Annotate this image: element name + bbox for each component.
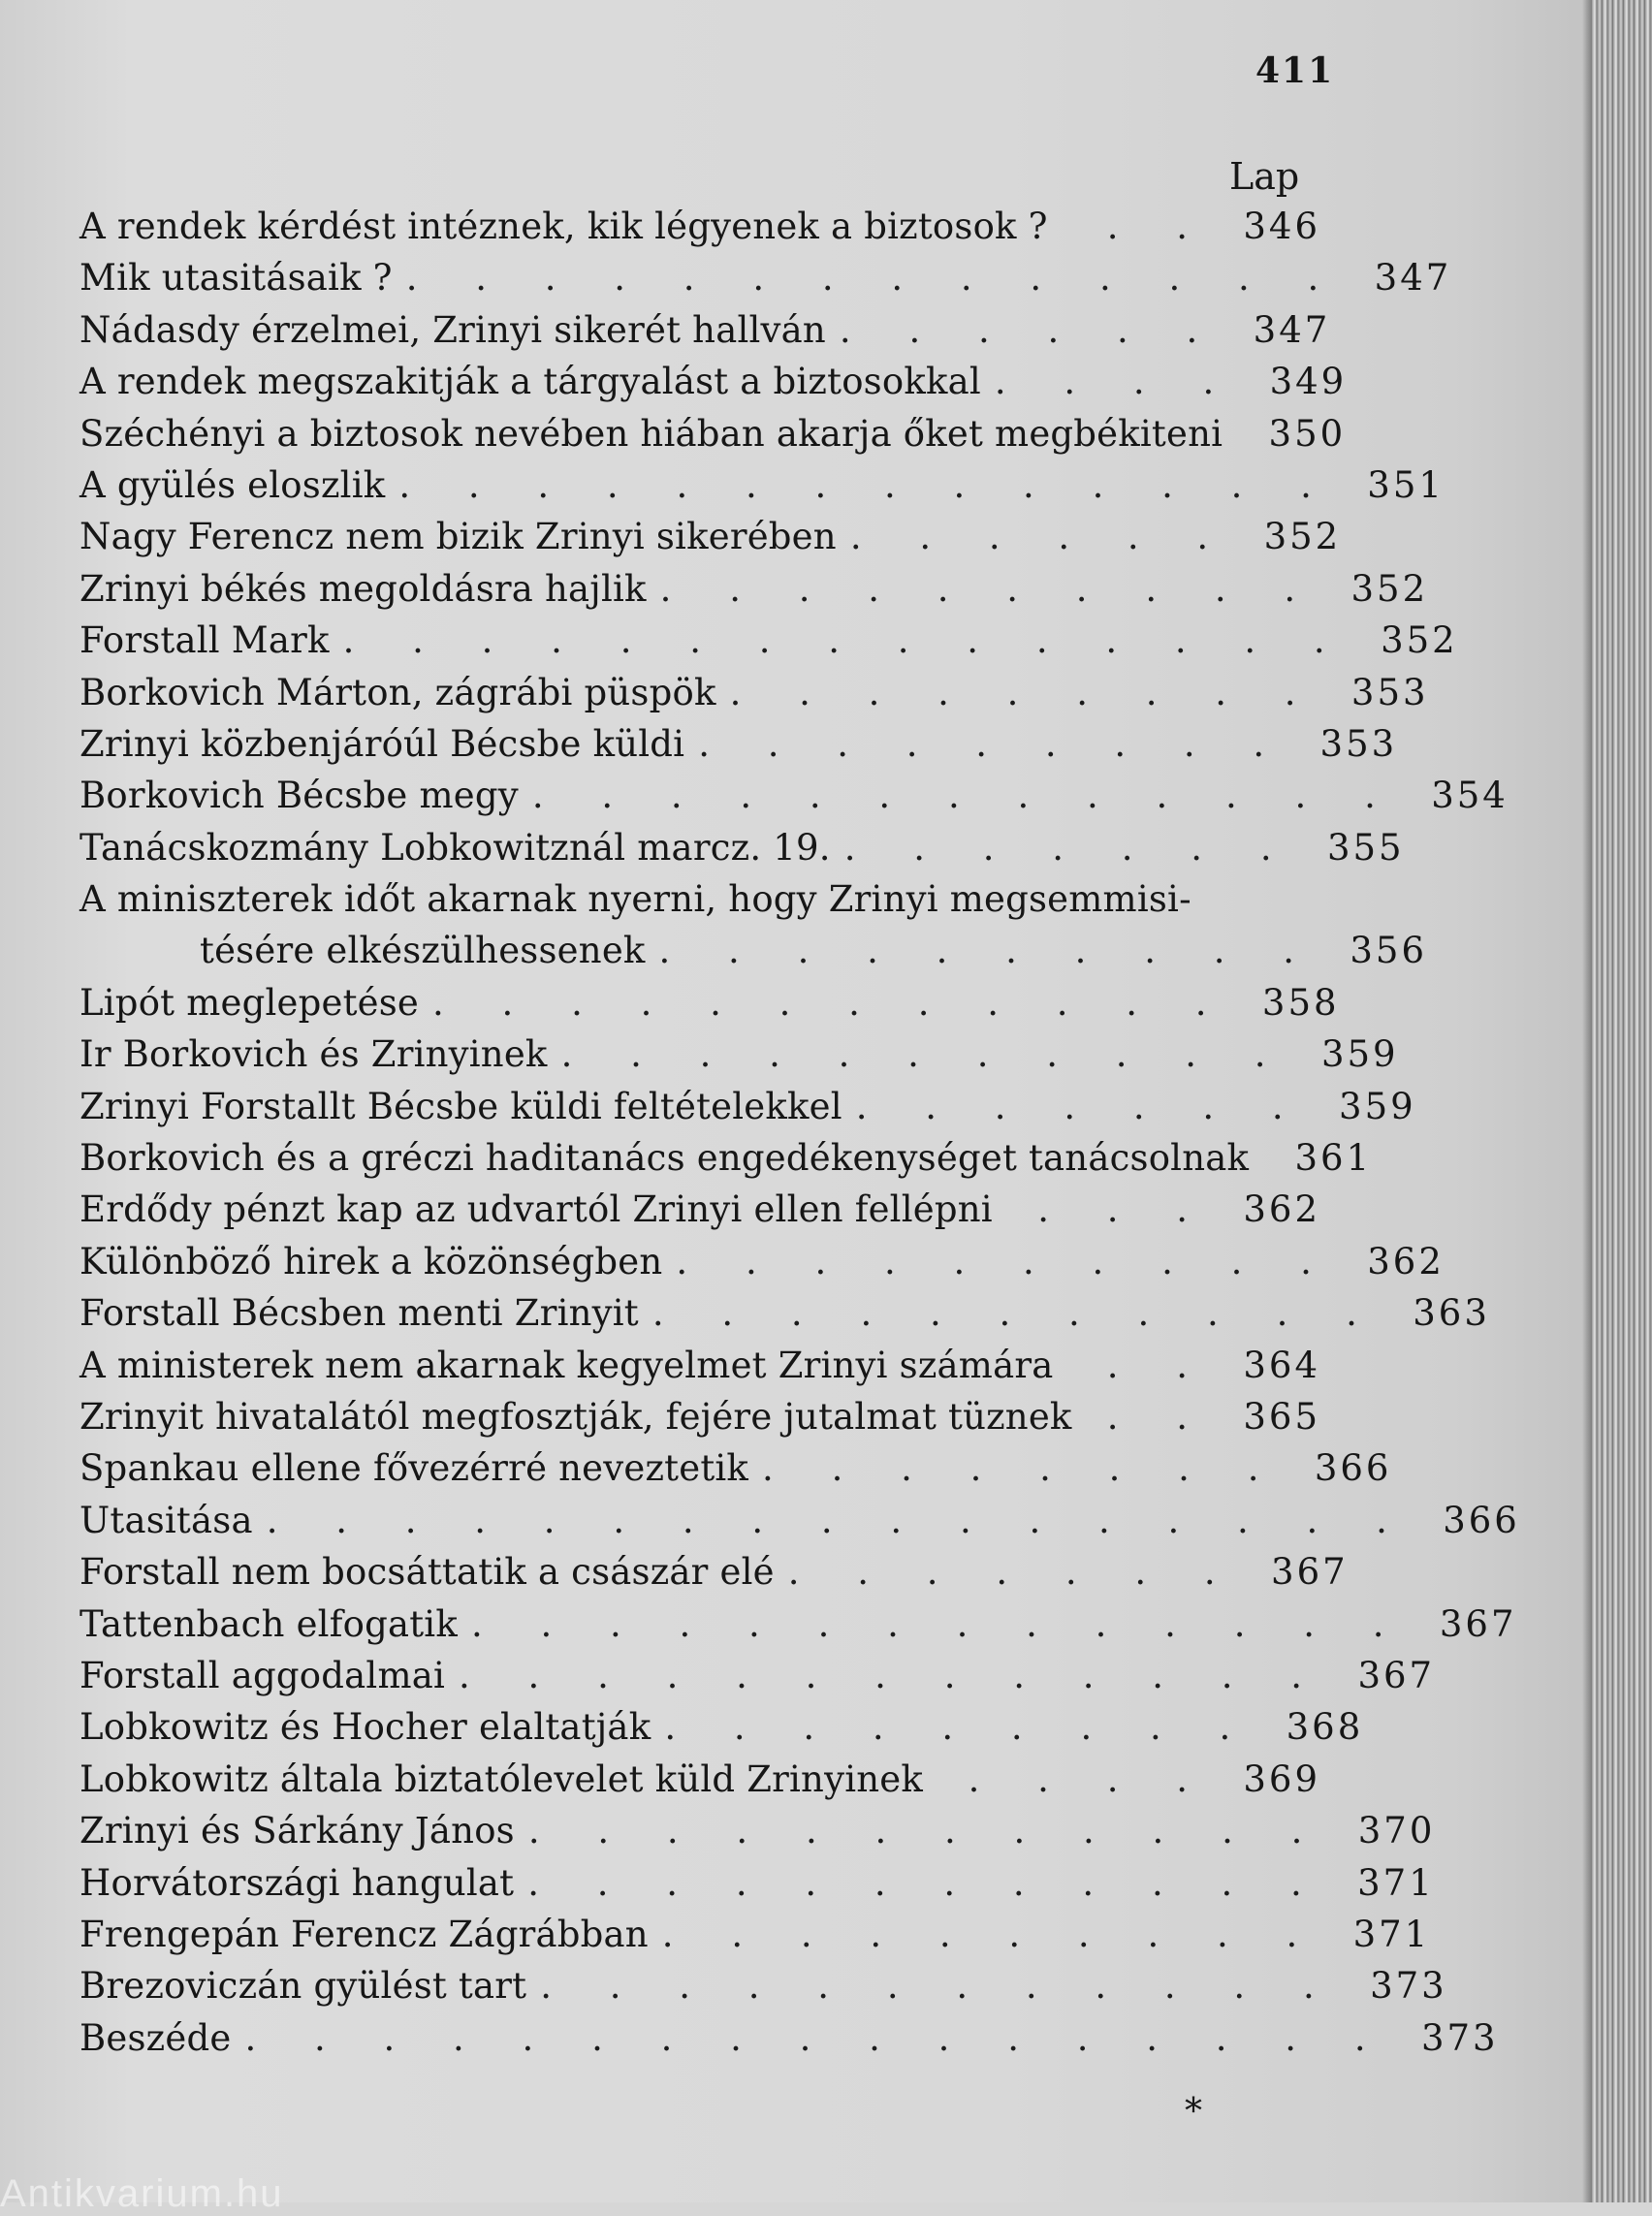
- toc-dot-leader: . . . . . . . . . .: [659, 567, 1319, 610]
- toc-entry: [79, 1029, 1399, 1080]
- toc-entry: [79, 1909, 1431, 1960]
- toc-entry: [79, 1701, 1364, 1753]
- toc-dot-leader: . . . . . .: [839, 308, 1222, 351]
- toc-entry-page: 367: [1439, 1602, 1517, 1645]
- toc-dot-leader: . . . . . . . . . . . . .: [459, 1654, 1326, 1696]
- toc-entry-page: 362: [1367, 1240, 1445, 1282]
- toc-entry: [79, 1287, 1490, 1339]
- toc-dot-leader: . . . . . . . . . . . .: [432, 981, 1230, 1024]
- toc-dot-leader: . . . . . . . . .: [698, 722, 1288, 765]
- toc-entry-title: Forstall Mark: [79, 619, 330, 662]
- toc-entry-page: 354: [1431, 775, 1509, 817]
- watermark-text: Antikvarium.hu: [0, 2172, 284, 2215]
- toc-dot-leader: . . . . . . . . .: [664, 1706, 1255, 1749]
- toc-dot-leader: . .: [1106, 206, 1211, 247]
- toc-entry-page: 355: [1326, 826, 1405, 869]
- toc-entry: [79, 667, 1429, 718]
- toc-dot-leader: . . . . . .: [849, 516, 1232, 558]
- toc-entry-title: Ir Borkovich és Zrinyinek: [79, 1033, 548, 1076]
- toc-entry-page: 361: [1294, 1137, 1373, 1180]
- toc-entry-title: Forstall aggodalmai: [79, 1654, 446, 1696]
- toc-entry: [79, 304, 1331, 356]
- toc-entry: [79, 1184, 1320, 1235]
- toc-entry-title: A ministerek nem akarnak kegyelmet Zrinyi számára: [79, 1344, 1054, 1386]
- toc-entry: [79, 1650, 1436, 1701]
- toc-dot-leader: . . . . . . . . . .: [676, 1240, 1335, 1282]
- toc-entry-page: 352: [1381, 619, 1458, 662]
- toc-entry-title: A miniszterek időt akarnak nyerni, hogy Zrinyi megsemmisi-: [79, 878, 1191, 921]
- toc-entry-title: Frengepán Ferencz Zágrábban: [79, 1913, 649, 1955]
- toc-entry-title: Zrinyi közbenjáróúl Bécsbe küldi: [79, 722, 685, 765]
- toc-dot-leader: . . . . . . . . . .: [658, 930, 1318, 972]
- toc-entry-page: 347: [1253, 308, 1331, 351]
- page-edges-binding: [1592, 0, 1652, 2202]
- toc-entry-title: Beszéde: [79, 2016, 232, 2059]
- toc-entry: [79, 563, 1429, 615]
- toc-entry-page: 347: [1374, 257, 1452, 300]
- toc-entry-page: 365: [1243, 1395, 1320, 1438]
- toc-entry-page: 373: [1420, 2016, 1499, 2059]
- toc-entry-page: 359: [1320, 1033, 1399, 1076]
- toc-dot-leader: . . . . . . .: [855, 1085, 1307, 1127]
- toc-entry-title: Zrinyi békés megoldásra hajlik: [79, 567, 647, 610]
- toc-entry-page: 350: [1268, 412, 1347, 455]
- table-of-contents: [79, 201, 1520, 2064]
- toc-entry: [79, 1805, 1436, 1856]
- toc-entry-page: 364: [1243, 1344, 1320, 1386]
- toc-dot-leader: . . . . . . . . . . .: [560, 1033, 1289, 1076]
- toc-entry-page: 367: [1271, 1551, 1349, 1594]
- toc-dot-leader: . . . . . . . . . . . . . . . . .: [266, 1499, 1411, 1541]
- toc-entry: [79, 1960, 1447, 2011]
- toc-entry-title: Nagy Ferencz nem bizik Zrinyi sikerében: [79, 516, 837, 558]
- toc-entry: [79, 511, 1342, 562]
- toc-entry-page: 351: [1367, 463, 1445, 506]
- toc-entry-page: 368: [1286, 1706, 1364, 1749]
- toc-entry-title: Spankau ellene fővezérré neveztetik: [79, 1447, 749, 1490]
- toc-entry-title: A rendek kérdést intéznek, kik légyenek a biztosok ?: [79, 206, 1048, 247]
- toc-entry-page: 373: [1370, 1965, 1447, 2008]
- toc-entry: [79, 1599, 1517, 1650]
- toc-dot-leader: . . . . . . . . . . . . . . .: [342, 619, 1349, 662]
- toc-dot-leader: . . .: [1037, 1188, 1211, 1231]
- footer-asterisk: *: [1185, 2092, 1202, 2132]
- toc-entry-page: 362: [1243, 1188, 1320, 1231]
- toc-entry: [79, 977, 1340, 1029]
- toc-entry-page: 371: [1352, 1913, 1431, 1955]
- toc-entry-page: 353: [1350, 671, 1429, 713]
- toc-dot-leader: . . . . . . . . . . . .: [527, 1861, 1325, 1904]
- toc-entry-title: Horvátországi hangulat: [79, 1861, 515, 1904]
- toc-entry-title: Utasitása: [79, 1499, 253, 1541]
- toc-entry: [79, 1391, 1320, 1442]
- toc-entry-title: Forstall Bécsben menti Zrinyit: [79, 1292, 639, 1335]
- toc-entry: [79, 1495, 1520, 1546]
- toc-entry: [79, 1236, 1445, 1287]
- toc-dot-leader: . . . . . . .: [843, 826, 1295, 869]
- toc-entry-title: Zrinyi Forstallt Bécsbe küldi feltételekkel: [79, 1085, 842, 1127]
- toc-entry: [79, 1857, 1435, 1909]
- toc-entry-page: 369: [1243, 1757, 1320, 1800]
- toc-dot-leader: . . . . . . . . . . . . . .: [470, 1602, 1408, 1645]
- toc-entry: [79, 822, 1405, 873]
- toc-entry-page: 363: [1413, 1292, 1490, 1335]
- toc-entry: [79, 1081, 1416, 1132]
- toc-dot-leader: . . . . . . . . . . . . . .: [398, 463, 1335, 506]
- toc-entry-page: 353: [1319, 722, 1398, 765]
- toc-dot-leader: . . . .: [968, 1757, 1211, 1800]
- toc-entry-page: 366: [1443, 1499, 1520, 1541]
- toc-entry-title: A gyülés eloszlik: [79, 463, 386, 506]
- toc-entry: [79, 201, 1320, 252]
- toc-entry: [79, 718, 1398, 770]
- toc-dot-leader: . . . . . . . .: [762, 1447, 1283, 1490]
- toc-dot-leader: . . . . . . . . . . . . . .: [405, 257, 1343, 300]
- toc-entry-page: 370: [1357, 1810, 1436, 1852]
- toc-dot-leader: . . . . . . . . .: [729, 671, 1319, 713]
- toc-entry-page: 358: [1261, 981, 1340, 1024]
- toc-entry: [79, 615, 1458, 666]
- toc-dot-leader: . . . . . . . . . . . . . . . . .: [244, 2016, 1389, 2059]
- toc-dot-leader: . .: [1106, 1344, 1211, 1386]
- toc-dot-leader: . . . . . . . . . . . . .: [531, 775, 1399, 817]
- toc-entry-title: Tanácskozmány Lobkowitznál marcz. 19.: [79, 826, 831, 869]
- toc-entry: [79, 252, 1452, 303]
- toc-entry-page: 359: [1339, 1085, 1416, 1127]
- toc-entry-title: Zrinyit hivatalától megfosztják, fejére jutalmat tüznek: [79, 1395, 1072, 1438]
- toc-dot-leader: . . . . . . .: [787, 1551, 1239, 1594]
- toc-entry-title: Széchényi a biztosok nevében hiában akarja őket megbékiteni: [79, 412, 1223, 455]
- toc-entry: [79, 925, 1427, 976]
- toc-entry: [79, 770, 1509, 821]
- toc-entry-title: Különböző hirek a közönségben: [79, 1240, 663, 1282]
- page-number: 411: [1255, 50, 1335, 91]
- toc-entry: [79, 1340, 1320, 1391]
- toc-entry-page: 352: [1350, 567, 1429, 610]
- toc-entry-title: Tattenbach elfogatik: [79, 1602, 458, 1645]
- toc-entry-page: 371: [1357, 1861, 1435, 1904]
- toc-entry-page: 367: [1357, 1654, 1436, 1696]
- toc-entry-title: Erdődy pénzt kap az udvartól Zrinyi ellen fellépni: [79, 1188, 993, 1231]
- toc-dot-leader: . . . . . . . . . .: [661, 1913, 1321, 1955]
- page-column-header: Lap: [1229, 155, 1300, 198]
- toc-entry-title: Lipót meglepetése: [79, 981, 420, 1024]
- toc-dot-leader: . . . . . . . . . . . .: [527, 1810, 1326, 1852]
- toc-entry-page: 356: [1350, 930, 1427, 972]
- toc-entry: [79, 1442, 1392, 1494]
- toc-entry: [79, 356, 1348, 407]
- toc-dot-leader: . . . .: [994, 361, 1238, 403]
- toc-dot-leader: . . . . . . . . . . .: [651, 1292, 1381, 1335]
- toc-entry-title: tésére elkészülhessenek: [200, 930, 646, 972]
- toc-dot-leader: . . . . . . . . . . . .: [540, 1965, 1338, 2008]
- toc-entry-title: Borkovich Bécsbe megy: [79, 775, 519, 817]
- toc-entry-title: Lobkowitz és Hocher elaltatják: [79, 1706, 651, 1749]
- toc-entry-title: A rendek megszakitják a tárgyalást a biztosokkal: [79, 361, 981, 403]
- toc-entry: [79, 2012, 1499, 2064]
- toc-entry-page: 349: [1269, 361, 1348, 403]
- toc-entry-title: Lobkowitz általa biztatólevelet küld Zrinyinek: [79, 1757, 923, 1800]
- toc-entry-title: Zrinyi és Sárkány János: [79, 1810, 515, 1852]
- toc-entry-title: Forstall nem bocsáttatik a császár elé: [79, 1551, 775, 1594]
- toc-entry-page: 352: [1263, 516, 1342, 558]
- toc-entry: [79, 459, 1445, 511]
- toc-entry-title: Borkovich és a gréczi haditanács engedékenységet tanácsolnak: [79, 1137, 1250, 1180]
- toc-entry: [79, 1546, 1349, 1598]
- toc-entry-page: 366: [1314, 1447, 1392, 1490]
- toc-dot-leader: . .: [1106, 1395, 1211, 1438]
- toc-entry: [79, 1132, 1373, 1184]
- toc-entry: [79, 1754, 1320, 1805]
- toc-entry: [79, 873, 1320, 925]
- toc-entry: [79, 408, 1347, 459]
- toc-entry-title: Nádasdy érzelmei, Zrinyi sikerét hallván: [79, 308, 826, 351]
- toc-entry-page: 346: [1243, 206, 1320, 247]
- toc-entry-title: Borkovich Márton, zágrábi püspök: [79, 671, 716, 713]
- toc-entry-title: Mik utasitásaik ?: [79, 257, 393, 300]
- toc-entry-title: Brezoviczán gyülést tart: [79, 1965, 527, 2008]
